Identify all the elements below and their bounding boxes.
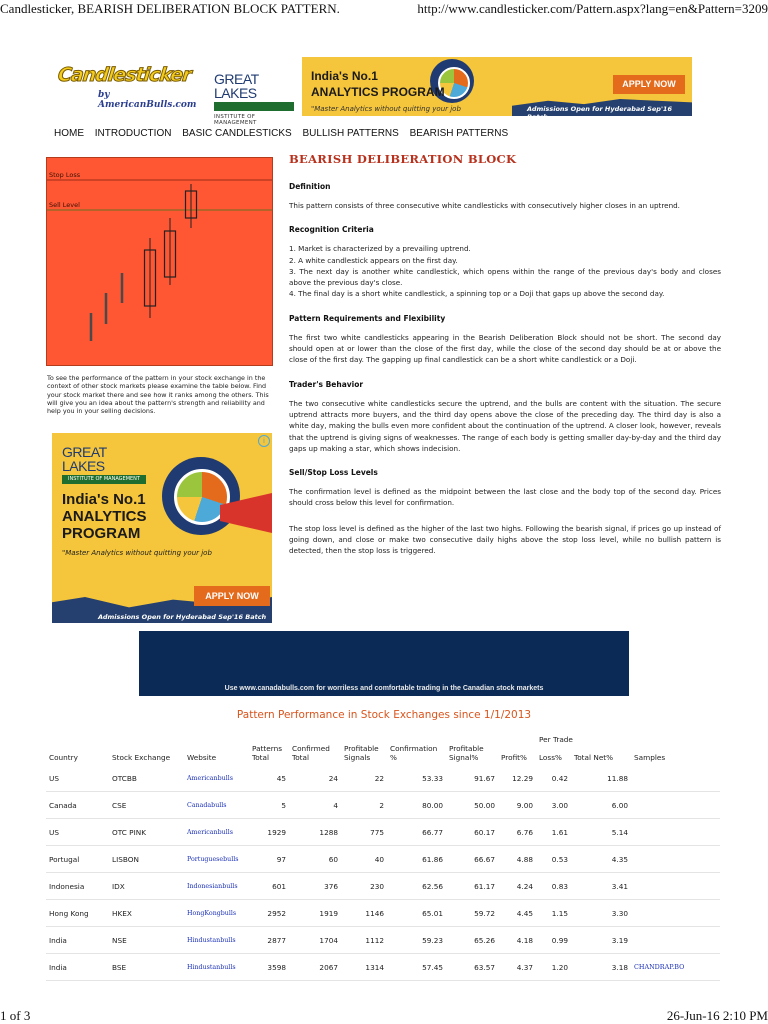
superheader-cell	[498, 730, 536, 744]
table-header-cell: Stock Exchange	[112, 753, 171, 762]
table-cell: 4.88	[498, 846, 536, 873]
table-cell: US	[46, 765, 109, 792]
table-cell: 50.00	[446, 792, 498, 819]
performance-table-title: Pattern Performance in Stock Exchanges since 1/1/2013	[236, 709, 532, 721]
website-link[interactable]: Portuguesebulls	[184, 846, 249, 873]
table-cell: 3.18	[571, 954, 631, 981]
superheader-cell	[46, 730, 109, 744]
table-cell: BSE	[109, 954, 184, 981]
article-title: BEARISH DELIBERATION BLOCK	[289, 152, 517, 166]
square-ad-line-1: India's No.1	[62, 491, 146, 508]
table-header-cell: Country	[49, 753, 78, 762]
table-cell: 0.99	[536, 927, 571, 954]
table-superheader-row	[46, 730, 720, 744]
table-cell: OTCBB	[109, 765, 184, 792]
print-footer-datetime: 26-Jun-16 2:10 PM	[666, 1008, 768, 1023]
table-cell: 60.17	[446, 819, 498, 846]
table-cell: 53.33	[387, 765, 446, 792]
sample-link	[631, 819, 720, 846]
website-link[interactable]: Hindustanbulls	[184, 927, 249, 954]
section-paragraph: The two consecutive white candlesticks secure the uptrend, and the bulls are content with the situation. The secure uptrend attracts more buyers, and the third day opens above the close of the preceding day. The third day is also a white day, making the bulls even more confident about the continuation of the uptrend. A closer look, however, reveals that the uptrend is giving signs of weaknesses. The range of each body is getting smaller day-by-day and the third day gaps up making a star, which shows indecision.	[289, 398, 721, 453]
table-header-row	[46, 744, 720, 765]
canadabulls-ad-text: Use www.canadabulls.com for worriless and comfortable trading in the Canadian stock markets	[224, 685, 544, 692]
table-cell: 4.37	[498, 954, 536, 981]
table-row	[46, 792, 720, 819]
table-cell: 1919	[289, 900, 341, 927]
table-cell: 45	[249, 765, 289, 792]
table-row	[46, 927, 720, 954]
table-header-cell: Total Net%	[574, 753, 614, 762]
table-cell: 24	[289, 765, 341, 792]
table-cell: India	[46, 927, 109, 954]
site-logo[interactable]	[56, 64, 197, 110]
table-cell: 80.00	[387, 792, 446, 819]
table-cell: 3.30	[571, 900, 631, 927]
table-cell: IDX	[109, 873, 184, 900]
section-heading: Sell/Stop Loss Levels	[289, 468, 378, 478]
square-ad-brand	[62, 445, 146, 484]
table-cell: US	[46, 819, 109, 846]
table-cell: 66.77	[387, 819, 446, 846]
table-cell: 3.19	[571, 927, 631, 954]
section-heading: Trader's Behavior	[289, 379, 364, 389]
table-cell: 40	[341, 846, 387, 873]
table-cell: OTC PINK	[109, 819, 184, 846]
table-header-cell: Confirmation %	[390, 744, 438, 762]
table-header-cell: Samples	[634, 753, 666, 762]
table-cell: 230	[341, 873, 387, 900]
ad-admissions-text: Admissions Open for Hyderabad Sep'16 Batch	[527, 105, 672, 121]
table-cell: CSE	[109, 792, 184, 819]
table-cell: 12.29	[498, 765, 536, 792]
table-cell: 3.41	[571, 873, 631, 900]
table-cell: NSE	[109, 927, 184, 954]
great-lakes-name: GREAT LAKES	[214, 71, 259, 101]
superheader-cell	[631, 730, 720, 744]
superheader-cell	[341, 730, 387, 744]
table-cell: 59.72	[446, 900, 498, 927]
table-cell: 4	[289, 792, 341, 819]
table-cell: 1146	[341, 900, 387, 927]
table-cell: 5.14	[571, 819, 631, 846]
apply-now-button[interactable]: APPLY NOW	[613, 75, 685, 94]
article-sections	[289, 182, 721, 557]
sample-link	[631, 873, 720, 900]
table-cell: 1.20	[536, 954, 571, 981]
table-cell: 2877	[249, 927, 289, 954]
square-ad-line-3: PROGRAM	[62, 525, 141, 542]
table-row	[46, 819, 720, 846]
website-link[interactable]: Indonesianbulls	[184, 873, 249, 900]
table-cell: 66.67	[446, 846, 498, 873]
table-cell: 601	[249, 873, 289, 900]
ad-tagline: "Master Analytics without quitting your job	[311, 105, 461, 113]
superheader-cell	[109, 730, 184, 744]
website-link[interactable]: Hindustanbulls	[184, 954, 249, 981]
main-nav	[54, 128, 516, 139]
superheader-cell	[446, 730, 498, 744]
table-cell: 11.88	[571, 765, 631, 792]
table-cell: 1704	[289, 927, 341, 954]
print-footer-page: 1 of 3	[0, 1008, 31, 1023]
table-cell: 0.83	[536, 873, 571, 900]
table-cell: Portugal	[46, 846, 109, 873]
stop-loss-label: Stop Loss	[49, 171, 81, 179]
table-cell: 4.45	[498, 900, 536, 927]
analytics-banner-ad[interactable]	[302, 57, 692, 121]
table-header-cell: Profit%	[501, 753, 527, 762]
great-lakes-logo[interactable]	[214, 71, 294, 126]
table-cell: 62.56	[387, 873, 446, 900]
superheader-cell	[249, 730, 289, 744]
table-cell: 59.23	[387, 927, 446, 954]
table-header-cell: Patterns Total	[252, 744, 283, 762]
sample-link	[631, 792, 720, 819]
superheader-cell	[571, 730, 631, 744]
superheader-cell	[184, 730, 249, 744]
table-cell: 22	[341, 765, 387, 792]
section-paragraph: This pattern consists of three consecutive white candlesticks with consecutively higher closes in an uptrend.	[289, 201, 680, 210]
square-ad-tagline: "Master Analytics without quitting your job	[62, 549, 212, 557]
logo-text: Candlesticker	[56, 64, 192, 86]
table-cell: 2	[341, 792, 387, 819]
section-paragraph: The stop loss level is defined as the higher of the last two highs. Following the bearish signal, if prices go up instead of going down, and close or make two consecutive daily highs above the stop loss level, while no bullish pattern is detected, then the stop loss is triggered.	[289, 523, 721, 556]
performance-table	[46, 730, 720, 981]
table-row	[46, 873, 720, 900]
sample-link	[631, 765, 720, 792]
sample-link	[631, 927, 720, 954]
table-cell: 376	[289, 873, 341, 900]
table-cell: 61.86	[387, 846, 446, 873]
table-cell: Hong Kong	[46, 900, 109, 927]
section-paragraph: The confirmation level is defined as the midpoint between the last close and the body top of the second day. Prices should cross below this level for confirmation.	[289, 487, 721, 508]
table-cell: 2067	[289, 954, 341, 981]
pattern-chart	[46, 157, 273, 366]
table-cell: Canada	[46, 792, 109, 819]
table-cell: 60	[289, 846, 341, 873]
table-cell: 3.00	[536, 792, 571, 819]
section-heading: Pattern Requirements and Flexibility	[289, 313, 446, 323]
table-header-cell: Profitable Signals	[344, 744, 379, 762]
ad-headline-2: ANALYTICS PROGRAM	[311, 85, 445, 99]
nav-introduction[interactable]: INTRODUCTION	[94, 128, 172, 139]
nav-bullish-patterns[interactable]: BULLISH PATTERNS	[302, 128, 399, 139]
analytics-square-ad[interactable]	[52, 433, 272, 623]
table-cell: 0.53	[536, 846, 571, 873]
table-cell: 4.35	[571, 846, 631, 873]
table-header-cell: Website	[187, 753, 217, 762]
website-link[interactable]: Canadabulls	[184, 792, 249, 819]
website-link[interactable]: HongKongbulls	[184, 900, 249, 927]
logo-tagline: by AmericanBulls.com	[98, 90, 197, 110]
table-cell: HKEX	[109, 900, 184, 927]
table-cell: 1288	[289, 819, 341, 846]
great-lakes-sub: INSTITUTE OF MANAGEMENT	[214, 114, 257, 126]
nav-basic-candlesticks[interactable]: BASIC CANDLESTICKS	[182, 128, 292, 139]
article	[289, 152, 721, 571]
table-cell: 97	[249, 846, 289, 873]
table-cell: Indonesia	[46, 873, 109, 900]
table-cell: 4.24	[498, 873, 536, 900]
table-header-cell: Loss%	[539, 753, 562, 762]
print-header-title: Candlesticker, BEARISH DELIBERATION BLOCK PATTERN.	[0, 1, 340, 16]
table-row	[46, 765, 720, 792]
table-cell: 5	[249, 792, 289, 819]
table-cell: 1314	[341, 954, 387, 981]
table-row	[46, 954, 720, 981]
square-ad-headline	[62, 491, 146, 542]
section-heading: Recognition Criteria	[289, 225, 374, 235]
superheader-cell	[387, 730, 446, 744]
table-cell: 57.45	[387, 954, 446, 981]
nav-home[interactable]: HOME	[54, 128, 84, 139]
square-ad-admissions: Admissions Open for Hyderabad Sep'16 Batch	[98, 613, 267, 621]
sell-level-label: Sell Level	[49, 201, 80, 209]
table-cell: 1.61	[536, 819, 571, 846]
section-paragraph: 1. Market is characterized by a prevailing uptrend. 2. A white candlestick appears on the first day. 3. The next day is another white candlestick, which opens within the range of the previous day's body and closes above the previous day's close. 4. The final day is a short white candlestick, a spinning top or a Doji that gaps up above the second day.	[289, 244, 721, 299]
ad-headline-1: India's No.1	[311, 69, 378, 83]
table-cell: 1112	[341, 927, 387, 954]
section-paragraph: The first two white candlesticks appearing in the Bearish Deliberation Block should not be short. The second day should open at or lower than the close of the first day, while the close of the second day should be at or above the close of the first day. The gapping up final candlestick can be a short white candlestick or a Doji.	[289, 332, 721, 365]
table-row	[46, 900, 720, 927]
performance-intro-text: To see the performance of the pattern in your stock exchange in the context of other stock markets please examine the table below. Find your stock market there and see how it ranks among the others. This will give you an idea about the pattern's strength and reliability and help you in your selling decisions.	[47, 374, 269, 416]
table-cell: 61.17	[446, 873, 498, 900]
nav-bearish-patterns[interactable]: BEARISH PATTERNS	[409, 128, 509, 139]
square-ad-apply-button[interactable]: APPLY NOW	[194, 586, 270, 606]
table-cell: 6.00	[571, 792, 631, 819]
table-cell: 2952	[249, 900, 289, 927]
table-cell: 3598	[249, 954, 289, 981]
table-cell: 65.01	[387, 900, 446, 927]
great-lakes-bar	[214, 102, 294, 111]
table-cell: 4.18	[498, 927, 536, 954]
website-link[interactable]: Americanbulls	[184, 765, 249, 792]
table-header-cell: Confirmed Total	[292, 744, 330, 762]
superheader-cell	[289, 730, 341, 744]
table-cell: 6.76	[498, 819, 536, 846]
table-cell: 65.26	[446, 927, 498, 954]
table-cell: LISBON	[109, 846, 184, 873]
sample-link	[631, 846, 720, 873]
table-header-cell: Profitable Signal%	[449, 744, 484, 762]
section-heading: Definition	[289, 182, 331, 191]
table-cell: 1.15	[536, 900, 571, 927]
canadabulls-banner-ad[interactable]	[139, 631, 629, 696]
table-row	[46, 846, 720, 873]
ad-info-icon[interactable]: i	[258, 435, 270, 447]
sample-link	[631, 900, 720, 927]
square-ad-line-2: ANALYTICS	[62, 508, 147, 525]
square-ad-brand-bar: INSTITUTE OF MANAGEMENT	[62, 475, 146, 484]
sample-link[interactable]: CHANDRAP.BO	[631, 954, 720, 981]
square-ad-brand-name: GREAT LAKES	[62, 444, 107, 474]
table-cell: 775	[341, 819, 387, 846]
print-header-url[interactable]: http://www.candlesticker.com/Pattern.aspx?lang=en&Pattern=3209	[417, 1, 768, 16]
table-cell: 0.42	[536, 765, 571, 792]
table-cell: 91.67	[446, 765, 498, 792]
table-cell: India	[46, 954, 109, 981]
table-cell: 1929	[249, 819, 289, 846]
per-trade-label: Per Trade	[539, 735, 573, 744]
website-link[interactable]: Americanbulls	[184, 819, 249, 846]
table-cell: 9.00	[498, 792, 536, 819]
table-cell: 63.57	[446, 954, 498, 981]
